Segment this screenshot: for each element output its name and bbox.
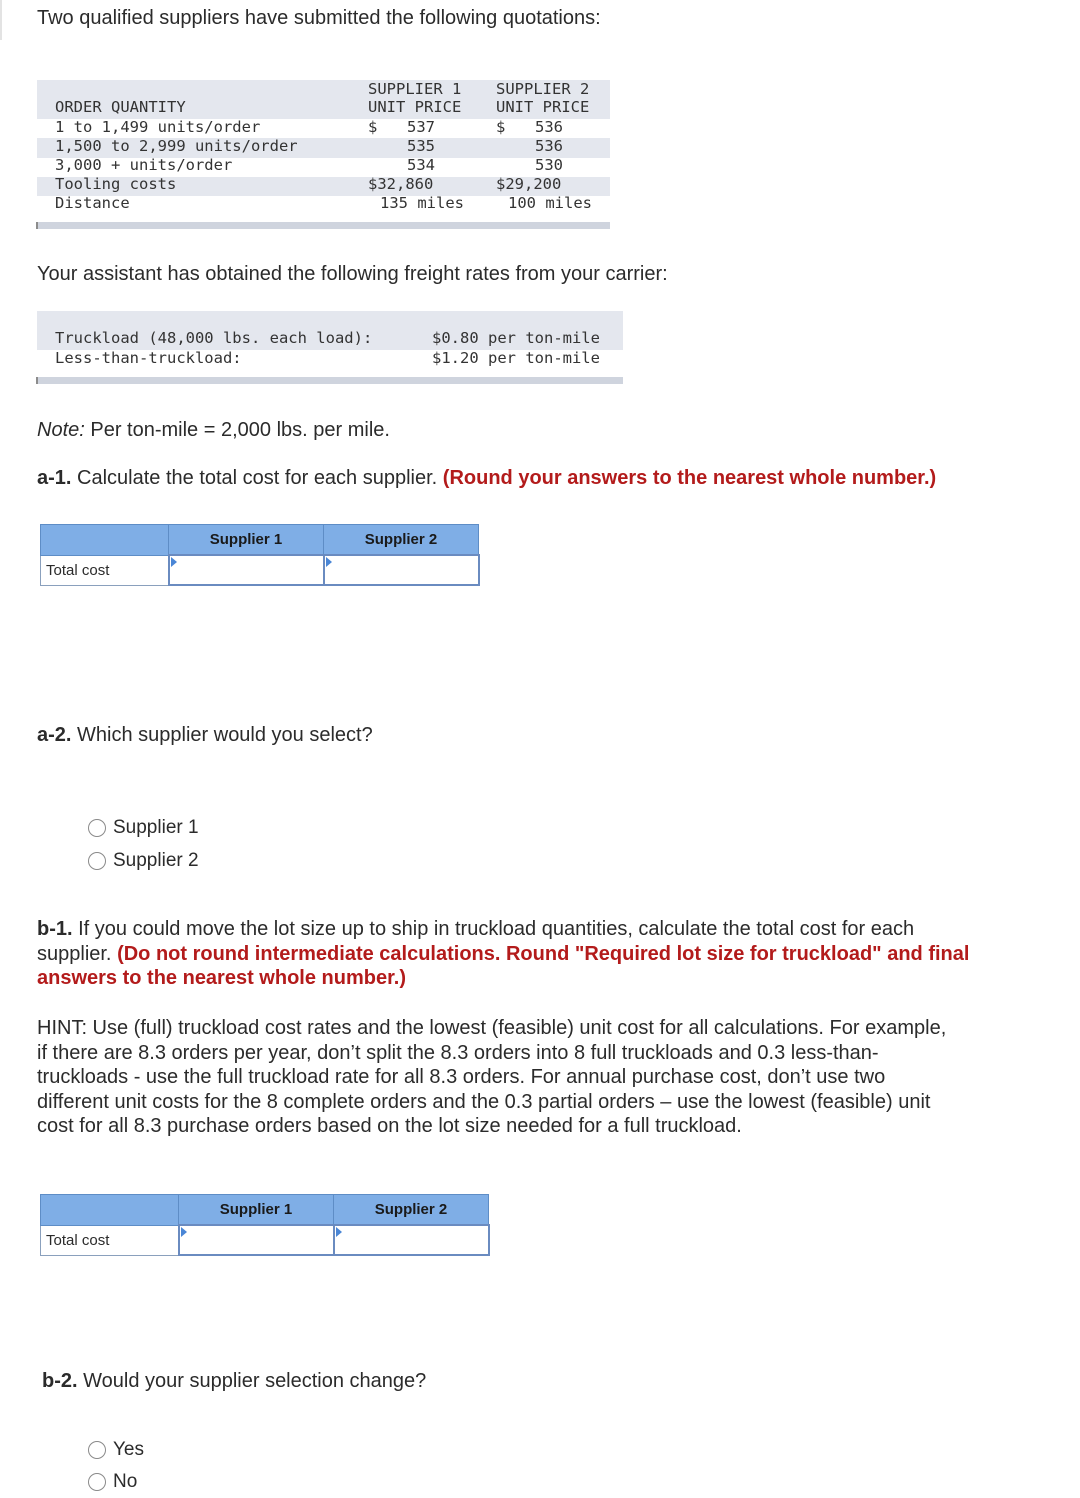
supplier2-total-cost-input[interactable] — [324, 555, 479, 585]
supplier2-unit-price-header: UNIT PRICE — [496, 98, 590, 116]
supplier2-total-cost-input[interactable] — [334, 1225, 489, 1255]
supplier2-column-header: Supplier 2 — [334, 1195, 489, 1226]
s2-price: 530 — [535, 155, 563, 174]
option-label: Supplier 2 — [113, 850, 199, 871]
total-cost-label: Total cost — [41, 555, 169, 585]
s1-tooling: $32,860 — [368, 174, 434, 193]
supplier1-column-header: Supplier 1 — [169, 525, 324, 556]
supplier2-header: SUPPLIER 2 — [496, 80, 590, 98]
note — [37, 418, 390, 442]
input-marker-icon — [336, 1227, 342, 1237]
hint — [37, 1016, 946, 1139]
row-label: Tooling costs — [55, 174, 177, 193]
option-supplier-2[interactable] — [88, 850, 199, 872]
question-text: Calculate the total cost for each supplier. — [71, 467, 443, 489]
hint-line: truckloads - use the full truckload rate for all 8.3 orders. For annual purchase cost, don’t use two — [37, 1066, 886, 1088]
question-tag: a-2. — [37, 724, 72, 746]
hint-line: if there are 8.3 orders per year, don’t split the 8.3 orders into 8 full truckloads and 0.3 less-than- — [37, 1041, 879, 1064]
supplier1-column-header: Supplier 1 — [179, 1195, 334, 1226]
radio-button-icon[interactable] — [88, 819, 106, 837]
row-label: Distance — [55, 193, 130, 212]
freight-intro: Your assistant has obtained the following freight rates from your carrier: — [37, 263, 668, 285]
question-line — [37, 942, 969, 967]
rounding-instruction: (Round your answers to the nearest whole number.) — [442, 467, 937, 489]
option-yes[interactable] — [88, 1439, 144, 1461]
question-text: If you could move the lot size up to ship in truckload quantities, calculate the total cost for each — [72, 918, 915, 940]
input-marker-icon — [326, 557, 332, 567]
note-text: Per ton-mile = 2,000 lbs. per mile. — [84, 419, 390, 441]
question-b2 — [42, 1369, 426, 1393]
dollar-sign: $ — [368, 117, 378, 136]
hint-line: HINT: Use (full) truckload cost rates and the lowest (feasible) unit cost for all calculations. For example, — [37, 1017, 947, 1039]
question-text: Would your supplier selection change? — [77, 1370, 427, 1392]
s1-price: 535 — [407, 136, 435, 155]
radio-button-icon[interactable] — [88, 1441, 106, 1459]
s1-price: 534 — [407, 155, 435, 174]
question-text: supplier. — [37, 942, 118, 965]
order-quantity-header: ORDER QUANTITY — [55, 98, 186, 116]
option-supplier-1[interactable] — [88, 817, 199, 839]
option-label: Supplier 1 — [113, 817, 199, 838]
header-blank — [41, 525, 169, 556]
s1-distance: 135 miles — [380, 193, 464, 212]
input-marker-icon — [171, 557, 177, 567]
s2-price: 536 — [535, 136, 563, 155]
total-cost-label: Total cost — [41, 1225, 179, 1255]
question-a1 — [37, 466, 936, 490]
note-prefix: Note: — [37, 419, 85, 441]
s2-tooling: $29,200 — [496, 174, 562, 193]
option-label: Yes — [113, 1439, 144, 1460]
question-text: Which supplier would you select? — [71, 724, 373, 746]
question-tag: a-1. — [37, 467, 72, 489]
answer-table-b1 — [40, 1194, 490, 1256]
question-line — [37, 917, 969, 942]
freight-label: Truckload (48,000 lbs. each load): — [55, 329, 373, 347]
supplier1-unit-price-header: UNIT PRICE — [368, 98, 462, 116]
radio-button-icon[interactable] — [88, 852, 106, 870]
dollar-sign: $ — [496, 117, 506, 136]
s1-price: 537 — [407, 117, 435, 136]
question-tag: b-1. — [37, 918, 73, 940]
freight-rate: $1.20 per ton-mile — [432, 348, 600, 367]
row-label: 1 to 1,499 units/order — [55, 117, 261, 136]
question-tag: b-2. — [42, 1370, 78, 1392]
option-no[interactable] — [88, 1471, 137, 1493]
freight-rate: $0.80 per ton-mile — [432, 329, 600, 347]
row-label: 3,000 + units/order — [55, 155, 233, 174]
supplier1-total-cost-input[interactable] — [169, 555, 324, 585]
row-label: 1,500 to 2,999 units/order — [55, 136, 298, 155]
s2-distance: 100 miles — [508, 193, 592, 212]
radio-button-icon[interactable] — [88, 1473, 106, 1491]
rounding-instruction: (Do not round intermediate calculations. Round "Required lot size for truckload" and final — [117, 942, 970, 965]
question-b1 — [37, 917, 969, 991]
hint-line: different unit costs for the 8 complete orders and the 0.3 partial orders – use the lowest (feasible) unit — [37, 1090, 931, 1113]
header-blank — [41, 1195, 179, 1226]
hint-line: cost for all 8.3 purchase orders based on the lot size needed for a full truckload. — [37, 1115, 742, 1137]
supplier1-total-cost-input[interactable] — [179, 1225, 334, 1255]
answer-table-a1 — [40, 524, 480, 586]
supplier2-column-header: Supplier 2 — [324, 525, 479, 556]
input-marker-icon — [181, 1227, 187, 1237]
quotation-table — [37, 80, 610, 216]
s2-price: 536 — [535, 117, 563, 136]
option-label: No — [113, 1471, 138, 1492]
rounding-instruction: answers to the nearest whole number.) — [37, 967, 406, 989]
question-a2 — [37, 723, 373, 747]
freight-label: Less-than-truckload: — [55, 348, 242, 367]
freight-table — [37, 311, 623, 369]
intro-text: Two qualified suppliers have submitted the following quotations: — [37, 7, 601, 29]
supplier1-header: SUPPLIER 1 — [368, 80, 462, 98]
